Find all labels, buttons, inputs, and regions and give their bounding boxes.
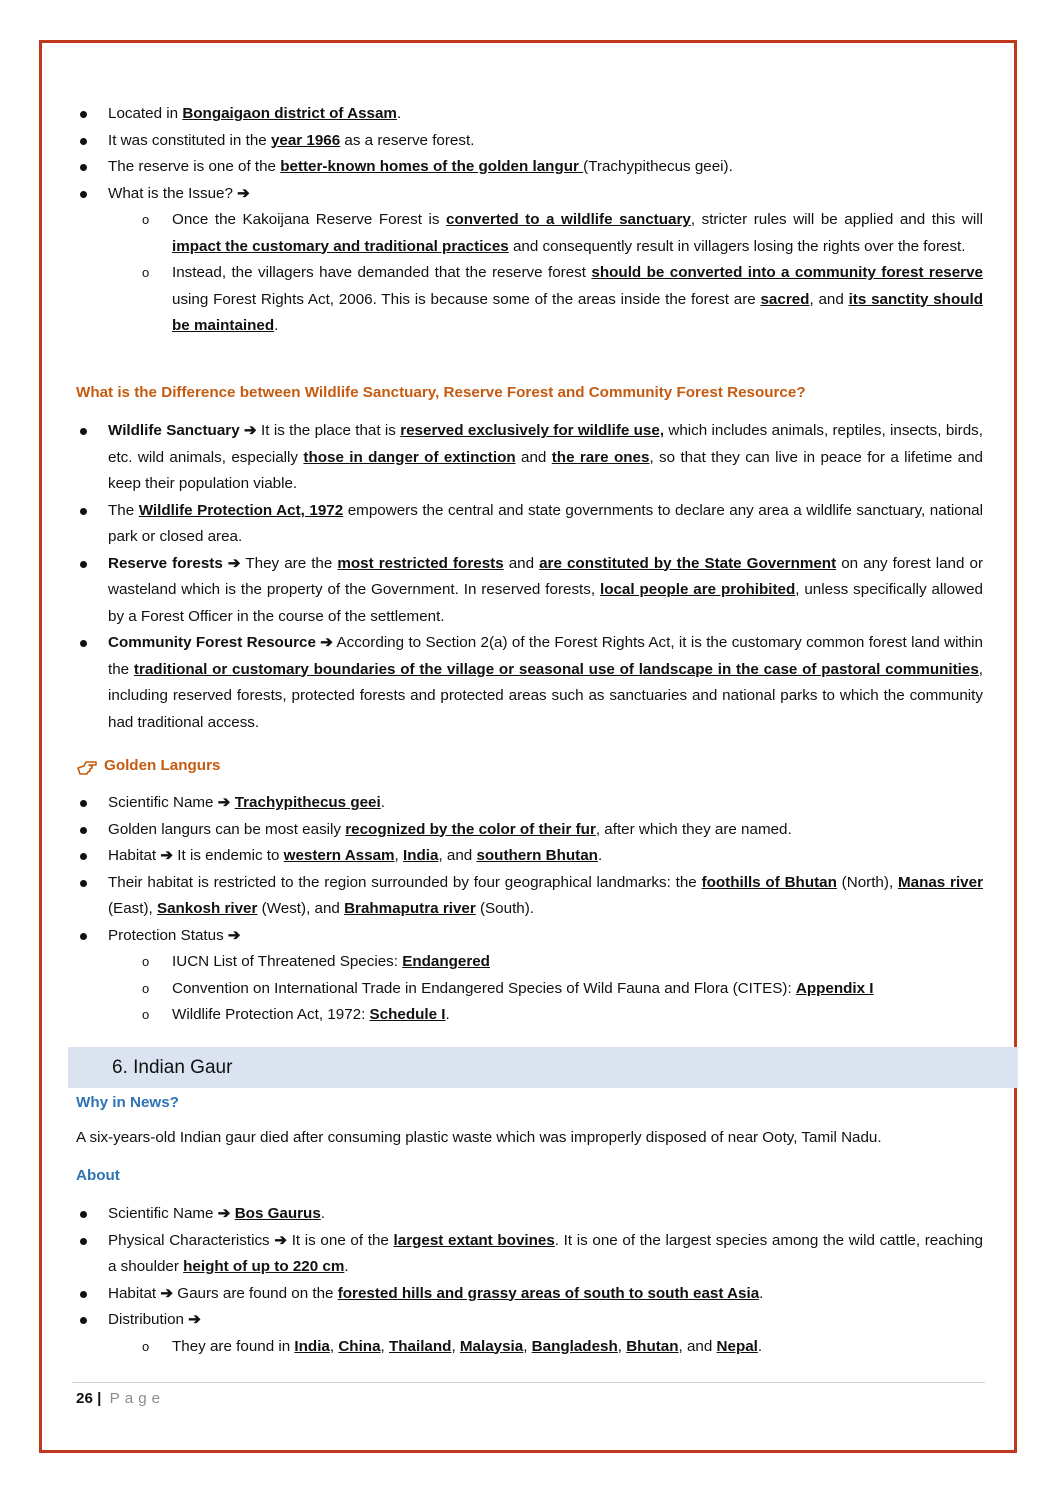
text-run: . xyxy=(757,1337,763,1355)
text-run: . xyxy=(597,847,603,864)
text-run: Protection Status xyxy=(108,926,228,944)
text-run: Instead, the villagers have demanded that the reserve forest xyxy=(172,264,592,281)
list-item xyxy=(76,817,983,844)
list-item xyxy=(76,630,983,736)
text-run: Distribution xyxy=(108,1311,189,1328)
text-run: . xyxy=(344,1258,349,1275)
list-item xyxy=(76,181,983,340)
sub-list-item xyxy=(76,976,983,1003)
emphasis-text: Bos Gaurus xyxy=(234,1205,321,1222)
text-run: The xyxy=(108,501,139,519)
text-run: (West), and xyxy=(257,900,345,917)
text-run: According to Section 2(a) of the Forest Rights Act, it is the customary common forest land within the xyxy=(108,634,983,678)
sub-list-item xyxy=(76,1002,983,1029)
emphasis-text: its sanctity should be maintained xyxy=(172,290,984,334)
footer-separator: | xyxy=(97,1390,102,1407)
arrow-icon: ➔ xyxy=(243,422,257,439)
page-number: 26 xyxy=(76,1390,93,1407)
emphasis-text: Bongaigaon district of Assam xyxy=(182,105,397,122)
sub-list xyxy=(76,207,983,340)
emphasis-text: the rare ones xyxy=(551,448,650,466)
text-run: and xyxy=(515,448,552,466)
text-run: Habitat xyxy=(108,1284,161,1302)
gaur-list xyxy=(76,1201,983,1360)
page-footer xyxy=(76,1386,165,1412)
emphasis-text: most restricted forests xyxy=(337,554,504,572)
text-run: It is the place that is xyxy=(256,422,401,439)
text-run: Their habitat is restricted to the region surrounded by four geographical landmarks: the xyxy=(108,873,702,891)
list-item xyxy=(76,1201,983,1228)
text-run: . xyxy=(274,317,279,334)
text-run: (North), xyxy=(836,873,898,891)
text-run: Scientific Name xyxy=(108,1205,218,1222)
text-run: using Forest Rights Act, 2006. This is because some of the areas inside the forest are xyxy=(172,290,761,308)
arrow-icon: ➔ xyxy=(227,926,241,944)
difference-list xyxy=(76,418,983,736)
sub-list-item xyxy=(76,207,983,260)
emphasis-text: sacred xyxy=(760,290,810,308)
list-item xyxy=(76,498,983,551)
list-item xyxy=(76,551,983,631)
text-run: Wildlife Protection Act, 1972: xyxy=(172,1006,370,1023)
emphasis-text: reserved exclusively for wildlife use, xyxy=(400,422,665,439)
text-run: on any forest land or wasteland which is the property of the Government. In reserved forests, xyxy=(108,554,983,598)
arrow-icon: ➔ xyxy=(274,1231,288,1249)
text-run: , xyxy=(394,847,403,864)
text-run: Located in xyxy=(108,105,183,122)
arrow-icon: ➔ xyxy=(217,794,231,811)
emphasis-text: Nepal xyxy=(716,1337,758,1355)
emphasis-text: those in danger of extinction xyxy=(303,448,516,466)
text-run: It was constituted in the xyxy=(108,131,271,149)
emphasis-text: converted to a wildlife sanctuary xyxy=(446,211,691,228)
text-run: Golden langurs can be most easily xyxy=(108,820,346,838)
list-item xyxy=(76,128,983,155)
text-run: Physical Characteristics xyxy=(108,1231,275,1249)
langurs-list xyxy=(76,790,983,1029)
gaur-section xyxy=(76,1201,983,1360)
sub-list xyxy=(76,1334,983,1361)
emphasis-text: year 1966 xyxy=(270,131,341,149)
text-run: Wildlife Sanctuary xyxy=(108,422,240,439)
list-item xyxy=(76,923,983,1029)
text-run: Convention on International Trade in Endangered Species of Wild Fauna and Flora (CITES): xyxy=(172,979,796,997)
emphasis-text: foothills of Bhutan xyxy=(701,873,837,891)
text-run: which includes animals, reptiles, insects, birds, etc. wild animals, especially xyxy=(108,422,983,466)
text-run: . xyxy=(320,1205,326,1222)
kakoijana-list xyxy=(76,101,983,340)
emphasis-text: height of up to 220 cm xyxy=(183,1258,345,1275)
emphasis-text: Wildlife Protection Act, 1972 xyxy=(138,501,344,519)
text-run: It is one of the xyxy=(287,1231,394,1249)
emphasis-text: better-known homes of the golden langur xyxy=(280,158,584,175)
list-item xyxy=(76,843,983,870)
emphasis-text: Sankosh river xyxy=(156,900,258,917)
news-paragraph: A six-years-old Indian gaur died after consuming plastic waste which was improperly disposed of near Ooty, Tamil Nadu. xyxy=(76,1129,882,1146)
langurs-section xyxy=(76,790,983,1029)
sub-list-item xyxy=(76,1334,983,1361)
text-run: , and xyxy=(678,1337,717,1355)
emphasis-text: India xyxy=(402,847,439,864)
text-run: , xyxy=(380,1337,389,1355)
emphasis-text: recognized by the color of their fur xyxy=(345,820,596,838)
text-run: , xyxy=(329,1337,339,1355)
text-run: Reserve forests xyxy=(108,554,223,572)
text-run: IUCN List of Threatened Species: xyxy=(172,953,403,970)
text-run: , and xyxy=(809,290,849,308)
text-run: , so that they can live in peace for a lifetime and keep their population viable. xyxy=(108,448,983,492)
text-run: as a reserve forest. xyxy=(340,131,475,149)
text-run: Gaurs are found on the xyxy=(173,1284,338,1302)
text-run: (East), xyxy=(108,900,157,917)
emphasis-text: are constituted by the State Government xyxy=(539,554,837,572)
emphasis-text: India xyxy=(294,1337,330,1355)
text-run: , after which they are named. xyxy=(595,820,792,838)
text-run: . xyxy=(380,794,385,811)
emphasis-text: Malaysia xyxy=(459,1337,524,1355)
text-run: Community Forest Resource xyxy=(108,634,316,651)
text-run: and consequently result in villagers losing the rights over the forest. xyxy=(508,237,966,255)
text-run: Once the Kakoijana Reserve Forest is xyxy=(172,211,447,228)
text-run: and xyxy=(503,554,540,572)
text-run: , and xyxy=(438,847,477,864)
kakoijana-section xyxy=(76,101,983,340)
emphasis-text: largest extant bovines xyxy=(393,1231,555,1249)
sub-list xyxy=(76,949,983,1029)
arrow-icon: ➔ xyxy=(320,634,334,651)
text-run: Habitat xyxy=(108,847,161,864)
text-run: . It is one of the largest species among the wild cattle, reaching a shoulder xyxy=(108,1231,983,1275)
text-run: (Trachypithecus geei). xyxy=(583,158,733,175)
list-item xyxy=(76,1281,983,1308)
text-run: , xyxy=(617,1337,627,1355)
text-run: , including reserved forests, protected forests and protected areas such as sanctuaries and national parks to which the community had traditional access. xyxy=(108,660,983,731)
list-item xyxy=(76,418,983,498)
text-run: . xyxy=(445,1006,450,1023)
emphasis-text: Bangladesh xyxy=(531,1337,618,1355)
sub-list-item xyxy=(76,949,983,976)
about-heading: About xyxy=(76,1167,120,1184)
text-run: The reserve is one of the xyxy=(108,158,281,175)
list-item xyxy=(76,870,983,923)
emphasis-text: impact the customary and traditional practices xyxy=(172,237,509,255)
difference-section xyxy=(76,418,983,736)
text-run: It is endemic to xyxy=(173,847,284,864)
emphasis-text: southern Bhutan xyxy=(476,847,598,864)
text-run: They are the xyxy=(240,554,338,572)
emphasis-text: China xyxy=(338,1337,381,1355)
emphasis-text: Endangered xyxy=(402,953,490,970)
text-run: . xyxy=(759,1284,764,1302)
emphasis-text: Trachypithecus geei xyxy=(234,794,381,811)
arrow-icon: ➔ xyxy=(160,1284,174,1302)
emphasis-text: Thailand xyxy=(388,1337,452,1355)
list-item xyxy=(76,154,983,181)
why-in-news-heading: Why in News? xyxy=(76,1094,179,1111)
emphasis-text: Brahmaputra river xyxy=(344,900,476,917)
emphasis-text: traditional or customary boundaries of the village or seasonal use of landscape in the case of pastoral communities xyxy=(133,660,979,678)
emphasis-text: western Assam xyxy=(283,847,395,864)
emphasis-text: Appendix I xyxy=(795,979,874,997)
emphasis-text: should be converted into a community forest reserve xyxy=(591,264,983,281)
emphasis-text: local people are prohibited xyxy=(599,581,796,598)
text-run: , stricter rules will be applied and this will xyxy=(690,211,983,228)
list-item xyxy=(76,1228,983,1281)
pointing-hand-icon xyxy=(76,756,100,776)
section-title: 6. Indian Gaur xyxy=(112,1057,233,1078)
arrow-icon: ➔ xyxy=(217,1205,231,1222)
text-run: , xyxy=(451,1337,460,1355)
list-item xyxy=(76,790,983,817)
difference-heading: What is the Difference between Wildlife Sanctuary, Reserve Forest and Community Forest Resource? xyxy=(76,384,806,401)
emphasis-text: forested hills and grassy areas of south to south east Asia xyxy=(337,1284,760,1302)
golden-langurs-heading: Golden Langurs xyxy=(104,757,221,774)
footer-divider xyxy=(72,1382,985,1383)
sub-list-item xyxy=(76,260,983,340)
text-run: . xyxy=(396,105,402,122)
emphasis-text: Schedule I xyxy=(369,1006,446,1023)
arrow-icon: ➔ xyxy=(237,184,250,202)
arrow-icon: ➔ xyxy=(188,1311,201,1328)
arrow-icon: ➔ xyxy=(227,554,241,572)
arrow-icon: ➔ xyxy=(160,847,174,864)
text-run: They are found in xyxy=(172,1337,295,1355)
text-run: What is the Issue? xyxy=(108,184,238,202)
text-run: Scientific Name xyxy=(108,794,218,811)
text-run: , unless specifically allowed by a Forest Officer in the course of the settlement. xyxy=(108,581,983,625)
text-run: , xyxy=(523,1337,532,1355)
list-item xyxy=(76,1307,983,1360)
text-run: (South). xyxy=(475,900,535,917)
list-item xyxy=(76,101,983,128)
page-label: Page xyxy=(109,1390,166,1407)
emphasis-text: Manas river xyxy=(897,873,983,891)
emphasis-text: Bhutan xyxy=(626,1337,679,1355)
text-run: empowers the central and state governments to declare any area a wildlife sanctuary, national park or closed area. xyxy=(108,501,984,545)
